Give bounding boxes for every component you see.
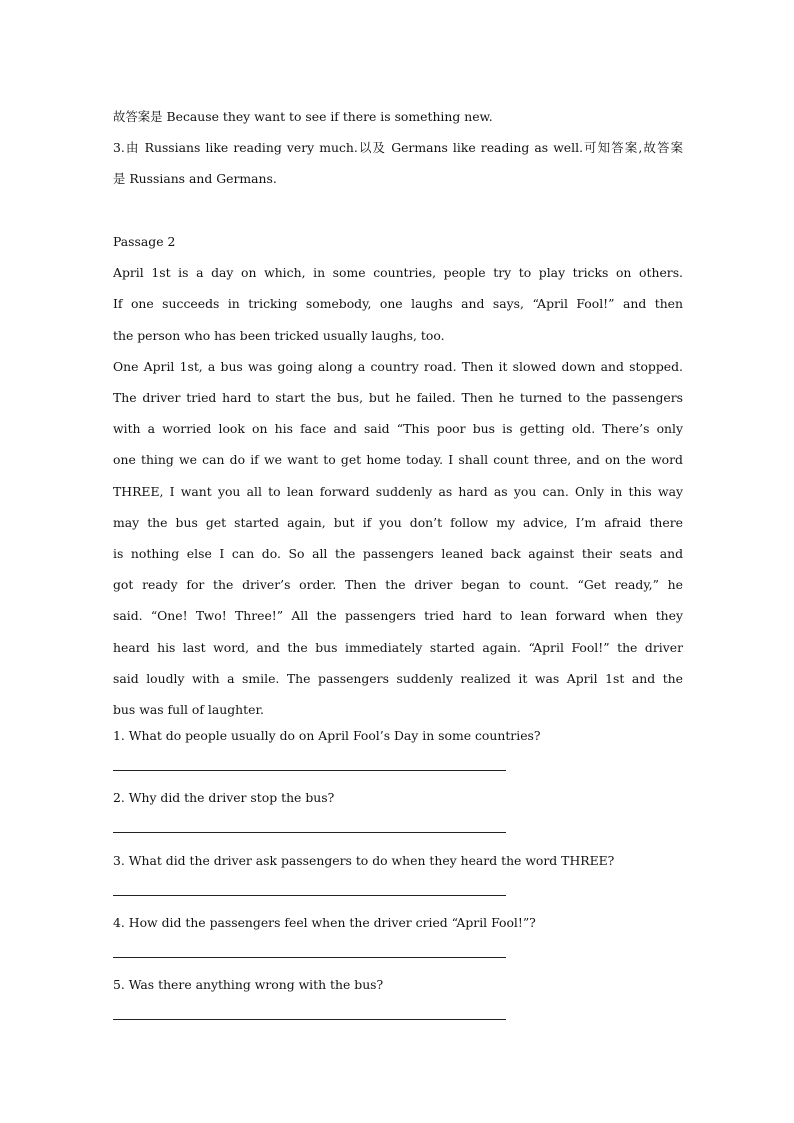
passage-line: is nothing else I can do. So all the passengers leaned back against their seats and [113, 546, 683, 562]
answer-line-1: 故答案是 Because they want to see if there is something new. [113, 109, 493, 124]
passage-line: one thing we can do if we want to get home today. I shall count three, and on the word [113, 452, 683, 468]
answer-blank-line[interactable] [113, 770, 506, 771]
passage-title: Passage 2 [113, 234, 176, 249]
passage-line: may the bus get started again, but if you don’t follow my advice, I’m afraid there [113, 514, 683, 530]
question-item [113, 974, 683, 1036]
question-item [113, 850, 683, 912]
question-item [113, 912, 683, 974]
passage-line: THREE, I want you all to lean forward suddenly as hard as you can. Only in this way [113, 483, 683, 499]
passage-line: said. “One! Two! Three!” All the passengers tried hard to lean forward when they [113, 608, 683, 624]
passage-line: If one succeeds in tricking somebody, one laughs and says, “April Fool!” and then [113, 296, 683, 312]
question-item [113, 725, 683, 787]
passage-line: One April 1st, a bus was going along a country road. Then it slowed down and stopped. [113, 358, 683, 374]
question-text: 4. How did the passengers feel when the driver cried “April Fool!”? [113, 914, 536, 930]
question-text: 3. What did the driver ask passengers to do when they heard the word THREE? [113, 852, 615, 868]
passage-line: said loudly with a smile. The passengers suddenly realized it was April 1st and the [113, 670, 683, 686]
passage-line: bus was full of laughter. [113, 702, 264, 718]
passage-line: The driver tried hard to start the bus, but he failed. Then he turned to the passengers [113, 390, 683, 406]
answer-explanation [113, 101, 683, 195]
passage-line: the person who has been tricked usually laughs, too. [113, 327, 445, 343]
passage-line: got ready for the driver’s order. Then the driver began to count. “Get ready,” he [113, 577, 683, 593]
question-text: 2. Why did the driver stop the bus? [113, 790, 335, 806]
answer-blank-line[interactable] [113, 957, 506, 958]
question-text: 1. What do people usually do on April Fool’s Day in some countries? [113, 728, 541, 743]
answer-line-3: 是 Russians and Germans. [113, 171, 277, 187]
answer-blank-line[interactable] [113, 832, 506, 833]
answer-line-2: 3.由 Russians like reading very much.以及 Germans like reading as well.可知答案,故答案 [113, 140, 683, 156]
question-list [113, 725, 683, 1036]
passage-line: April 1st is a day on which, in some countries, people try to play tricks on others. [113, 265, 683, 281]
passage-2 [113, 226, 683, 725]
question-item [113, 787, 683, 849]
answer-blank-line[interactable] [113, 895, 506, 896]
question-text: 5. Was there anything wrong with the bus? [113, 977, 384, 993]
passage-line: heard his last word, and the bus immediately started again. “April Fool!” the driver [113, 639, 683, 655]
passage-line: with a worried look on his face and said “This poor bus is getting old. There’s only [113, 421, 683, 437]
answer-blank-line[interactable] [113, 1019, 506, 1020]
